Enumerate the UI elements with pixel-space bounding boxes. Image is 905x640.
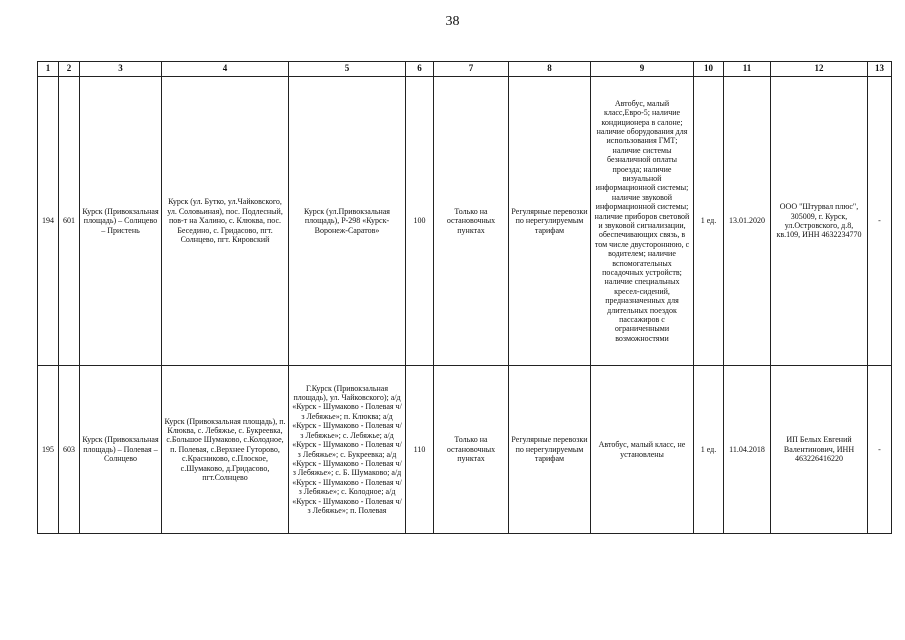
vehicle-characteristics: Автобус, малый класс, не установлены — [591, 366, 694, 534]
column-header: 4 — [162, 62, 289, 77]
column-header: 8 — [509, 62, 591, 77]
start-date: 11.04.2018 — [724, 366, 771, 534]
notes: - — [868, 366, 892, 534]
route-length: 110 — [406, 366, 434, 534]
column-header: 11 — [724, 62, 771, 77]
boarding-procedure: Только на остановочных пунктах — [434, 77, 509, 366]
column-header: 12 — [771, 62, 868, 77]
column-header: 9 — [591, 62, 694, 77]
route-number: 601 — [59, 77, 80, 366]
route-streets: Г.Курск (Привокзальная площадь), ул. Чайковского); а/д «Курск - Шумаково - Полевая ч/з Лебяжье»; п. Клюква; а/д «Курск - Шумаково - Полевая ч/з Лебяжье»; с. Лебяжье; а/д «Курск - Шумаково - Полевая ч/з Лебяжье»; с. Букреевка; а/д «Курск - Шумаково - Полевая ч/з Лебяжье»; с. Б. Шумаково; а/д «Курск - Шумаково - Полевая ч/з Лебяжье»; с. Колодное; а/д «Курск - Шумаково - Полевая ч/з Лебяжье»; п. Полевая — [289, 366, 406, 534]
vehicle-characteristics: Автобус, малый класс,Евро-5; наличие кондиционера в салоне; наличие оборудования для использования ГМТ; наличие системы безналичной оплаты проезда; наличие визуальной информационной системы; наличие звуковой информационной системы; наличие приборов световой и звуковой сигнализации, обеспечивающих связь, в том числе двустороннюю, с водителем; наличие вспомогательных посадочных устройств; наличие специальных кресел-сидений, предназначенных для длительных поездок пассажиров с ограниченными возможностями — [591, 77, 694, 366]
route-name: Курск (Привокзальная площадь) – Полевая – Солнцево — [80, 366, 162, 534]
row-number: 194 — [38, 77, 59, 366]
table-row — [38, 77, 892, 366]
header-row — [38, 62, 892, 77]
route-registry-table — [37, 61, 892, 534]
route-number: 603 — [59, 366, 80, 534]
start-date: 13.01.2020 — [724, 77, 771, 366]
notes: - — [868, 77, 892, 366]
transport-type: Регулярные перевозки по нерегулируемым тарифам — [509, 366, 591, 534]
column-header: 10 — [694, 62, 724, 77]
row-number: 195 — [38, 366, 59, 534]
table-row — [38, 366, 892, 534]
transport-type: Регулярные перевозки по нерегулируемым тарифам — [509, 77, 591, 366]
page-number: 38 — [445, 14, 460, 29]
column-header: 7 — [434, 62, 509, 77]
carrier-info: ИП Белых Евгений Валентинович, ИНН 463226416220 — [771, 366, 868, 534]
column-header: 3 — [80, 62, 162, 77]
boarding-procedure: Только на остановочных пунктах — [434, 366, 509, 534]
route-name: Курск (Привокзальная площадь) – Солнцево – Пристень — [80, 77, 162, 366]
vehicle-count: 1 ед. — [694, 77, 724, 366]
intermediate-stops: Курск (ул. Бутко, ул.Чайковского, ул. Соловьиная), пос. Подлесный, пов-т на Халино, с. Клюква, пос. Беседино, с. Гридасово, пгт. Солнцево, пгт. Кировский — [162, 77, 289, 366]
column-header: 6 — [406, 62, 434, 77]
route-length: 100 — [406, 77, 434, 366]
column-header: 1 — [38, 62, 59, 77]
carrier-info: ООО "Штурвал плюс", 305009, г. Курск, ул.Островского, д.8, кв.109, ИНН 4632234770 — [771, 77, 868, 366]
column-header: 5 — [289, 62, 406, 77]
intermediate-stops: Курск (Привокзальная площадь), п. Клюква, с. Лебяжье, с. Букреевка, с.Большое Шумаково, с.Колодное, п. Полевая, с.Верхнее Гуторово, с.Красниково, с.Плоское, с.Шумаково, д.Гридасово, пгт.Солнцево — [162, 366, 289, 534]
route-streets: Курск (ул.Привокзальная площадь), Р-298 «Курск-Воронеж-Саратов» — [289, 77, 406, 366]
vehicle-count: 1 ед. — [694, 366, 724, 534]
column-header: 2 — [59, 62, 80, 77]
column-header: 13 — [868, 62, 892, 77]
